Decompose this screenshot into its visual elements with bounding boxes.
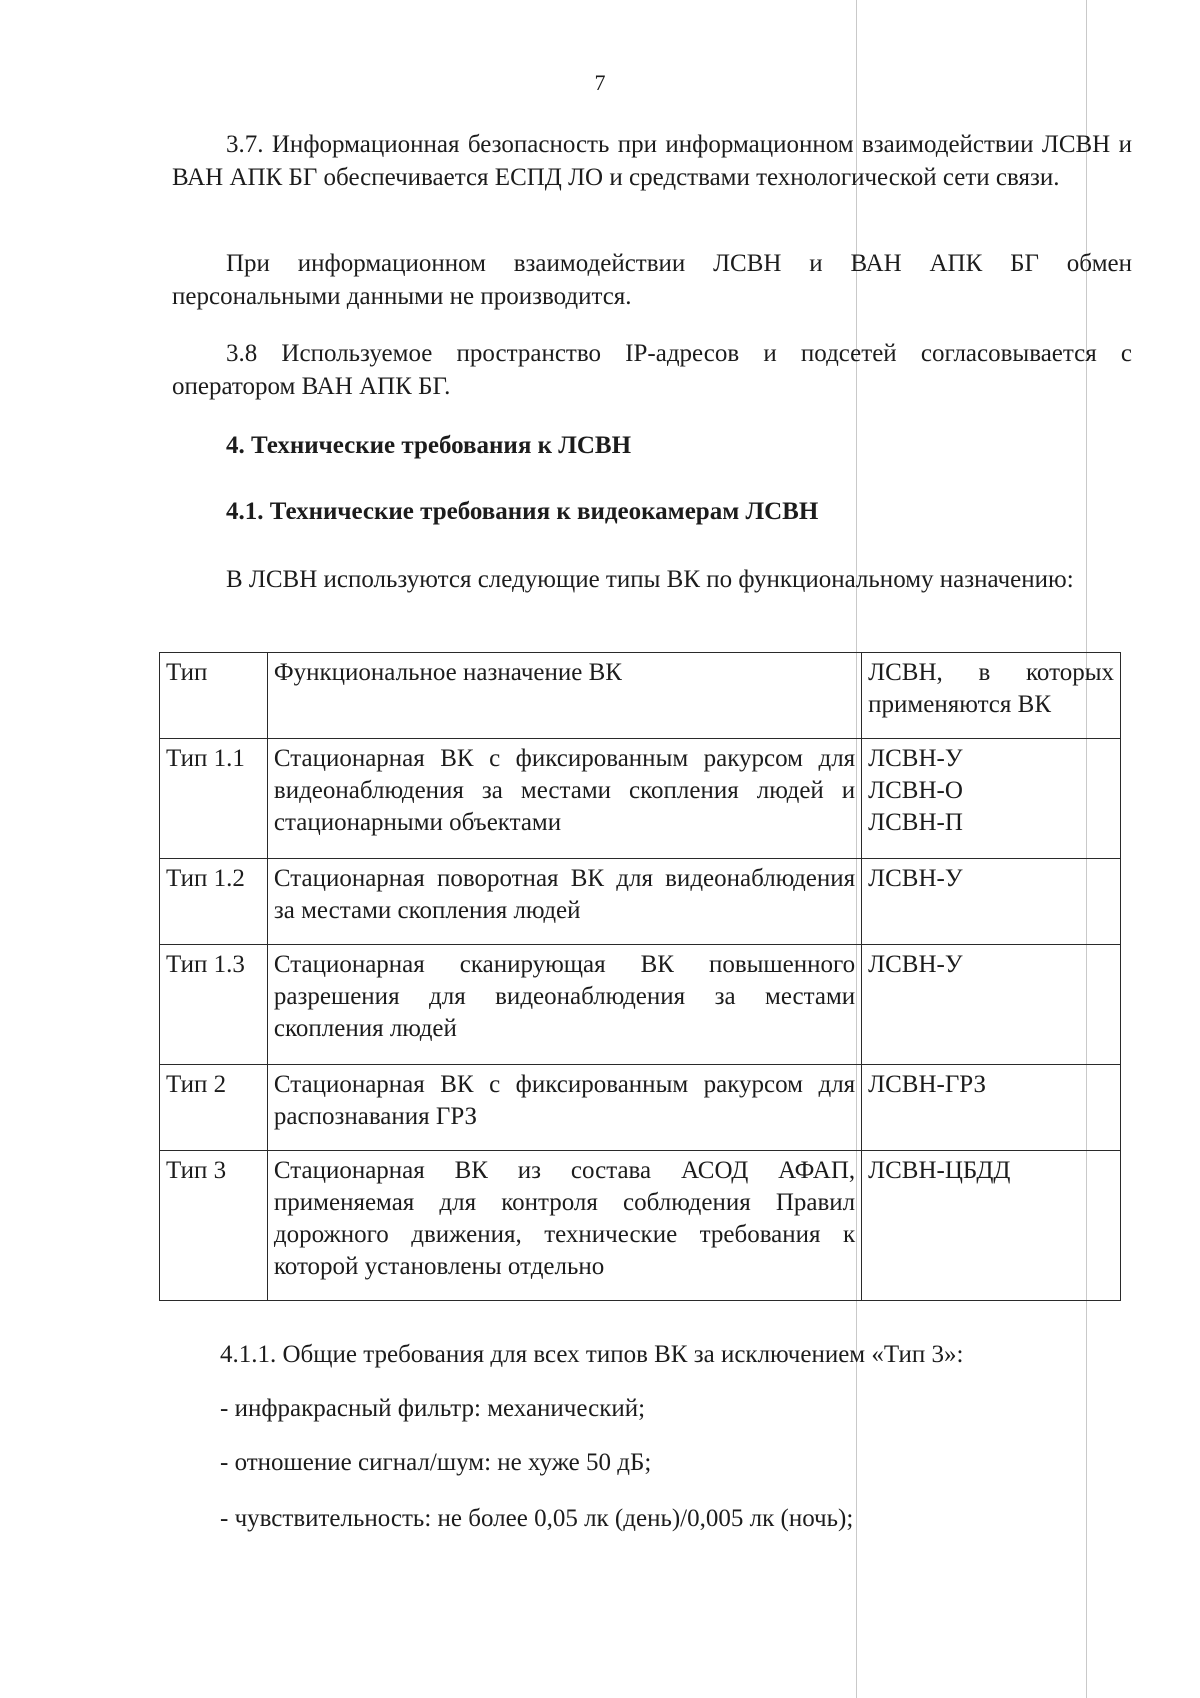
table-row: [160, 945, 1121, 1065]
cell-purpose: Стационарная ВК с фиксированным ракурсом для распознавания ГРЗ: [267, 1065, 861, 1151]
table-row: [160, 1151, 1121, 1301]
lsvn-item: ЛСВН-У: [868, 745, 963, 772]
cell-purpose: Стационарная поворотная ВК для видеонаблюдения за местами скопления людей: [267, 859, 861, 945]
section-heading-4: 4. Технические требования к ЛСВН: [226, 432, 632, 459]
header-type: Тип: [160, 653, 268, 739]
list-item: - отношение сигнал/шум: не хуже 50 дБ;: [220, 1449, 652, 1476]
cell-lsvn: [862, 859, 1121, 945]
paragraph-3-8: 3.8 Используемое пространство IP-адресов и подсетей согласовывается с оператором ВАН АПК БГ.: [172, 340, 1132, 400]
table-header-row: [160, 653, 1121, 739]
cell-lsvn: [862, 1151, 1121, 1301]
header-purpose: Функциональное назначение ВК: [267, 653, 861, 739]
lsvn-item: ЛСВН-П: [868, 809, 963, 836]
camera-types-table: [159, 652, 1121, 1301]
table-row: [160, 859, 1121, 945]
cell-type: Тип 1.2: [160, 859, 268, 945]
paragraph-3-7b: При информационном взаимодействии ЛСВН и ВАН АПК БГ обмен персональными данными не производится.: [172, 250, 1132, 310]
lsvn-item: ЛСВН-ГРЗ: [868, 1071, 987, 1098]
cell-type: Тип 3: [160, 1151, 268, 1301]
cell-type: Тип 2: [160, 1065, 268, 1151]
header-lsvn: ЛСВН, в которых применяются ВК: [862, 653, 1121, 739]
lsvn-item: ЛСВН-ЦБДД: [868, 1157, 1011, 1184]
table-row: [160, 739, 1121, 859]
cell-lsvn: [862, 1065, 1121, 1151]
cell-lsvn: [862, 945, 1121, 1065]
list-item: - инфракрасный фильтр: механический;: [220, 1395, 646, 1422]
section-heading-4-1: 4.1. Технические требования к видеокамерам ЛСВН: [226, 498, 819, 525]
cell-purpose: Стационарная ВК с фиксированным ракурсом для видеонаблюдения за местами скопления людей и стационарными объектами: [267, 739, 861, 859]
cell-lsvn: [862, 739, 1121, 859]
page-number: 7: [594, 70, 606, 95]
cell-purpose: Стационарная ВК из состава АСОД АФАП, применяемая для контроля соблюдения Правил дорожного движения, технические требования к которой установлены отдельно: [267, 1151, 861, 1301]
paragraph-3-7: 3.7. Информационная безопасность при информационном взаимодействии ЛСВН и ВАН АПК БГ обеспечивается ЕСПД ЛО и средствами технологической сети связи.: [172, 131, 1132, 191]
paragraph-4-1: В ЛСВН используются следующие типы ВК по функциональному назначению:: [226, 566, 1074, 593]
list-item: - чувствительность: не более 0,05 лк (день)/0,005 лк (ночь);: [220, 1505, 854, 1532]
lsvn-item: ЛСВН-У: [868, 865, 963, 892]
cell-purpose: Стационарная сканирующая ВК повышенного разрешения для видеонаблюдения за местами скопления людей: [267, 945, 861, 1065]
subsection-4-1-1: 4.1.1. Общие требования для всех типов ВК за исключением «Тип 3»:: [220, 1341, 964, 1368]
table-row: [160, 1065, 1121, 1151]
cell-type: Тип 1.3: [160, 945, 268, 1065]
lsvn-item: ЛСВН-У: [868, 951, 963, 978]
cell-type: Тип 1.1: [160, 739, 268, 859]
lsvn-item: ЛСВН-О: [868, 777, 963, 804]
